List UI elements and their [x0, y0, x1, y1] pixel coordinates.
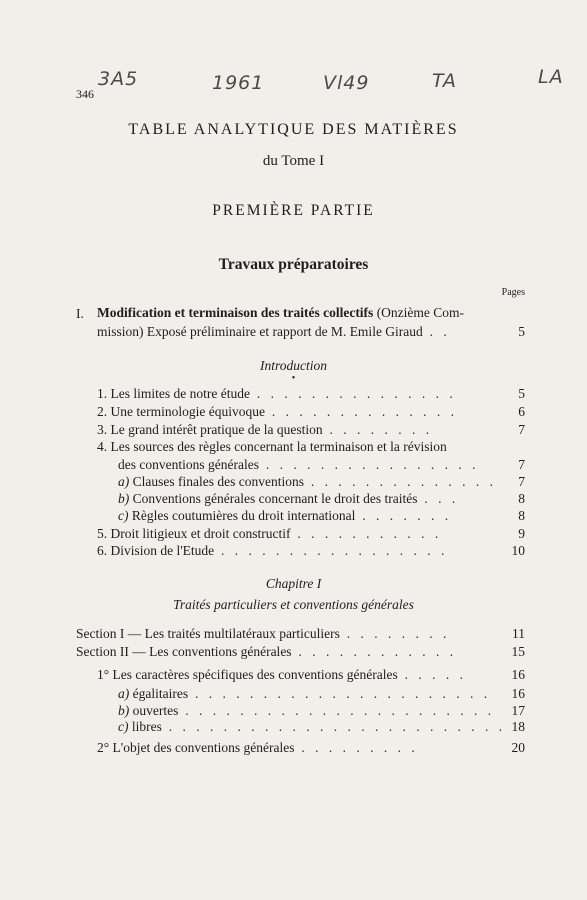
entry-I-line2: mission) Exposé préliminaire et rapport de M. Emile Giraud . . [97, 324, 451, 339]
entry-I-numeral: I. [76, 306, 84, 321]
toc-page: 17 [511, 703, 525, 718]
toc-page: 11 [512, 626, 525, 641]
handwritten-note-3: Vl49 [323, 72, 370, 94]
toc-entry: c) libres . . . . . . . . . . . . . . . . . . . . . . . . . [118, 719, 506, 734]
toc-entry: a) égalitaires . . . . . . . . . . . . . . . . . . . . . . [118, 686, 491, 701]
toc-entry: 2° L'objet des conventions générales . . . . . . . . . [97, 740, 419, 755]
entry-I-line1 [97, 305, 464, 321]
toc-page: 7 [518, 422, 525, 437]
toc-page: 7 [518, 457, 525, 472]
toc-entry: des conventions générales . . . . . . . . . . . . . . . . [118, 457, 479, 472]
introduction-heading: Introduction [260, 358, 327, 373]
entry-I-rest: (Onzième Com- [373, 305, 465, 320]
handwritten-note-2: 1961 [212, 72, 265, 94]
toc-entry: c) Règles coutumières du droit international . . . . . . . [118, 508, 452, 523]
toc-page: 8 [518, 491, 525, 506]
toc-page: 16 [511, 667, 525, 682]
toc-entry: b) ouvertes . . . . . . . . . . . . . . . . . . . . . . . [118, 703, 495, 718]
handwritten-note-5: LA [538, 66, 564, 88]
toc-entry: 6. Division de l'Etude . . . . . . . . . . . . . . . . . [97, 543, 448, 558]
toc-entry: 1° Les caractères spécifiques des conventions générales . . . . . [97, 667, 467, 682]
toc-page: 9 [518, 526, 525, 541]
entry-I-bold: Modification et terminaison des traités collectifs [97, 305, 374, 320]
toc-entry: 4. Les sources des règles concernant la terminaison et la révision [97, 439, 447, 454]
handwritten-note-1: 3A5 [98, 68, 139, 90]
toc-page: 6 [518, 404, 525, 419]
chapter-subheading: Traités particuliers et conventions générales [173, 597, 414, 612]
toc-entry: 5. Droit litigieux et droit constructif . . . . . . . . . . . [97, 526, 442, 541]
document-title: TABLE ANALYTIQUE DES MATIÈRES [128, 121, 459, 138]
toc-entry: 3. Le grand intérêt pratique de la question . . . . . . . . [97, 422, 433, 437]
toc-page: 15 [511, 644, 525, 659]
toc-page: 20 [511, 740, 525, 755]
toc-page: 5 [518, 386, 525, 401]
toc-page: 8 [518, 508, 525, 523]
toc-entry: 2. Une terminologie équivoque . . . . . . . . . . . . . . [97, 404, 458, 419]
part-heading: PREMIÈRE PARTIE [212, 202, 375, 219]
entry-I-page: 5 [518, 324, 525, 339]
toc-entry: a) Clauses finales des conventions . . . . . . . . . . . . . . [118, 474, 497, 489]
toc-entry: Section II — Les conventions générales . . . . . . . . . . . . [76, 644, 457, 659]
toc-entry: Section I — Les traités multilatéraux particuliers . . . . . . . . [76, 626, 450, 641]
toc-page: 7 [518, 474, 525, 489]
chapter-heading: Chapitre I [265, 576, 322, 591]
section-heading: Travaux préparatoires [218, 256, 369, 273]
toc-page: 18 [511, 719, 525, 734]
toc-entry: 1. Les limites de notre étude . . . . . . . . . . . . . . . [97, 386, 457, 401]
pages-label: Pages [501, 287, 525, 298]
toc-page: 10 [511, 543, 525, 558]
toc-entry: b) Conventions générales concernant le droit des traités . . . [118, 491, 459, 506]
toc-page: 16 [511, 686, 525, 701]
document-subtitle: du Tome I [262, 153, 325, 169]
separator-dot: • [291, 373, 296, 384]
page-number: 346 [76, 87, 94, 101]
handwritten-note-4: TA [432, 70, 457, 92]
